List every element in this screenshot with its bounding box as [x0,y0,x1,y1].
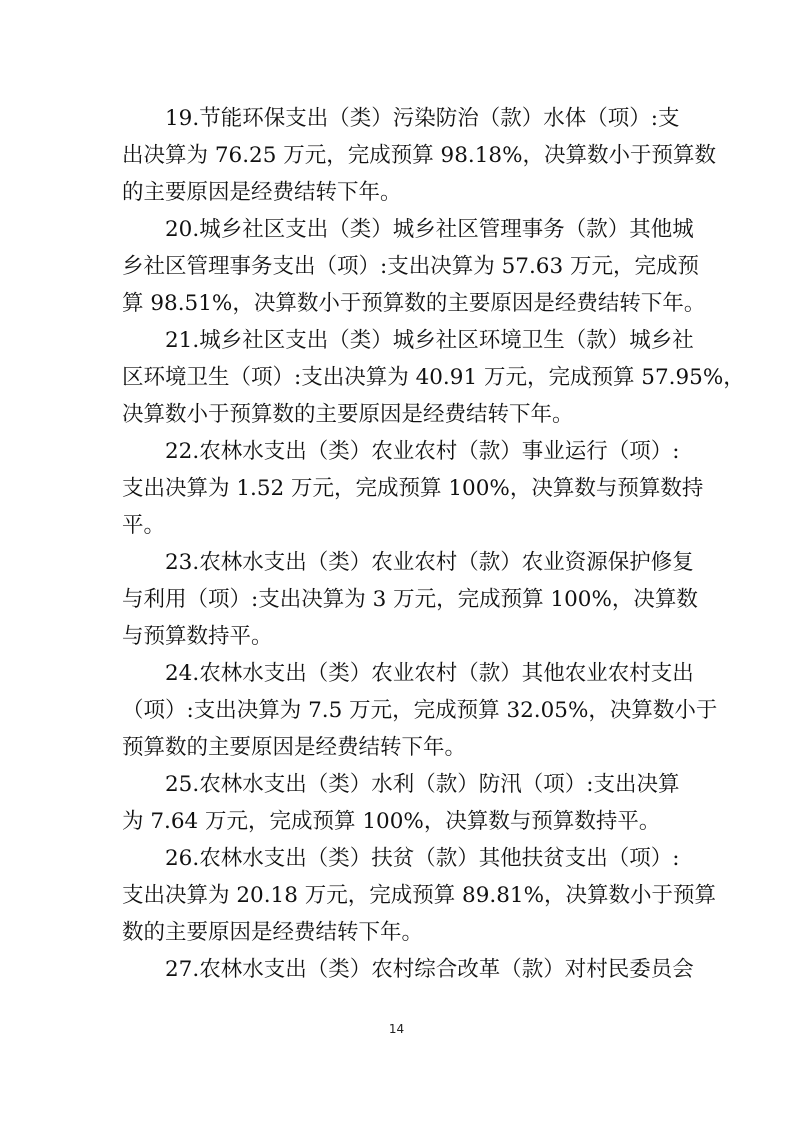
paragraph-line: 24.农林水支出（类）农业农村（款）其他农业农村支出 [165,661,694,686]
paragraph-line: 为 7.64 万元，完成预算 100%，决算数与预算数持平。 [122,809,661,834]
paragraph-25 [122,766,680,840]
paragraph-line: 支出决算为 1.52 万元，完成预算 100%，决算数与预算数持 [122,476,704,501]
paragraph-26 [122,840,717,951]
paragraph-line: 平。 [122,513,166,538]
paragraph-21 [122,322,745,433]
paragraph-line: 乡社区管理事务支出（项）:支出决算为 57.63 万元，完成预 [122,254,699,279]
paragraph-line: 与利用（项）:支出决算为 3 万元，完成预算 100%，决算数 [122,587,698,612]
paragraph-line: 22.农林水支出（类）农业农村（款）事业运行（项）: [165,439,680,464]
paragraph-line: 27.农林水支出（类）农村综合改革（款）对村民委员会 [165,957,694,982]
page-number: 14 [388,1022,405,1036]
paragraph-line: （项）:支出决算为 7.5 万元，完成预算 32.05%，决算数小于 [122,698,718,723]
paragraph-line: 数的主要原因是经费结转下年。 [122,920,424,945]
paragraph-line: 区环境卫生（项）:支出决算为 40.91 万元，完成预算 57.95%， [122,365,745,390]
paragraph-line: 25.农林水支出（类）水利（款）防汛（项）:支出决算 [165,772,680,797]
paragraph-line: 20.城乡社区支出（类）城乡社区管理事务（款）其他城 [165,217,694,242]
paragraph-23 [122,544,698,655]
paragraph-line: 支出决算为 20.18 万元，完成预算 89.81%，决算数小于预算 [122,883,717,908]
paragraph-27 [122,951,694,988]
paragraph-line: 19.节能环保支出（类）污染防治（款）水体（项）:支 [165,106,680,131]
paragraph-24 [122,655,718,766]
paragraph-line: 26.农林水支出（类）扶贫（款）其他扶贫支出（项）: [165,846,680,871]
paragraph-line: 决算数小于预算数的主要原因是经费结转下年。 [122,402,574,427]
paragraph-line: 预算数的主要原因是经费结转下年。 [122,735,467,760]
paragraph-19 [122,100,717,211]
paragraph-22 [122,433,704,544]
paragraph-line: 21.城乡社区支出（类）城乡社区环境卫生（款）城乡社 [165,328,694,353]
paragraph-line: 与预算数持平。 [122,624,273,649]
paragraph-line: 出决算为 76.25 万元，完成预算 98.18%，决算数小于预算数 [122,143,717,168]
document-body [122,100,745,988]
paragraph-line: 23.农林水支出（类）农业农村（款）农业资源保护修复 [165,550,694,575]
paragraph-20 [122,211,706,322]
paragraph-line: 算 98.51%，决算数小于预算数的主要原因是经费结转下年。 [122,291,706,316]
paragraph-line: 的主要原因是经费结转下年。 [122,180,402,205]
